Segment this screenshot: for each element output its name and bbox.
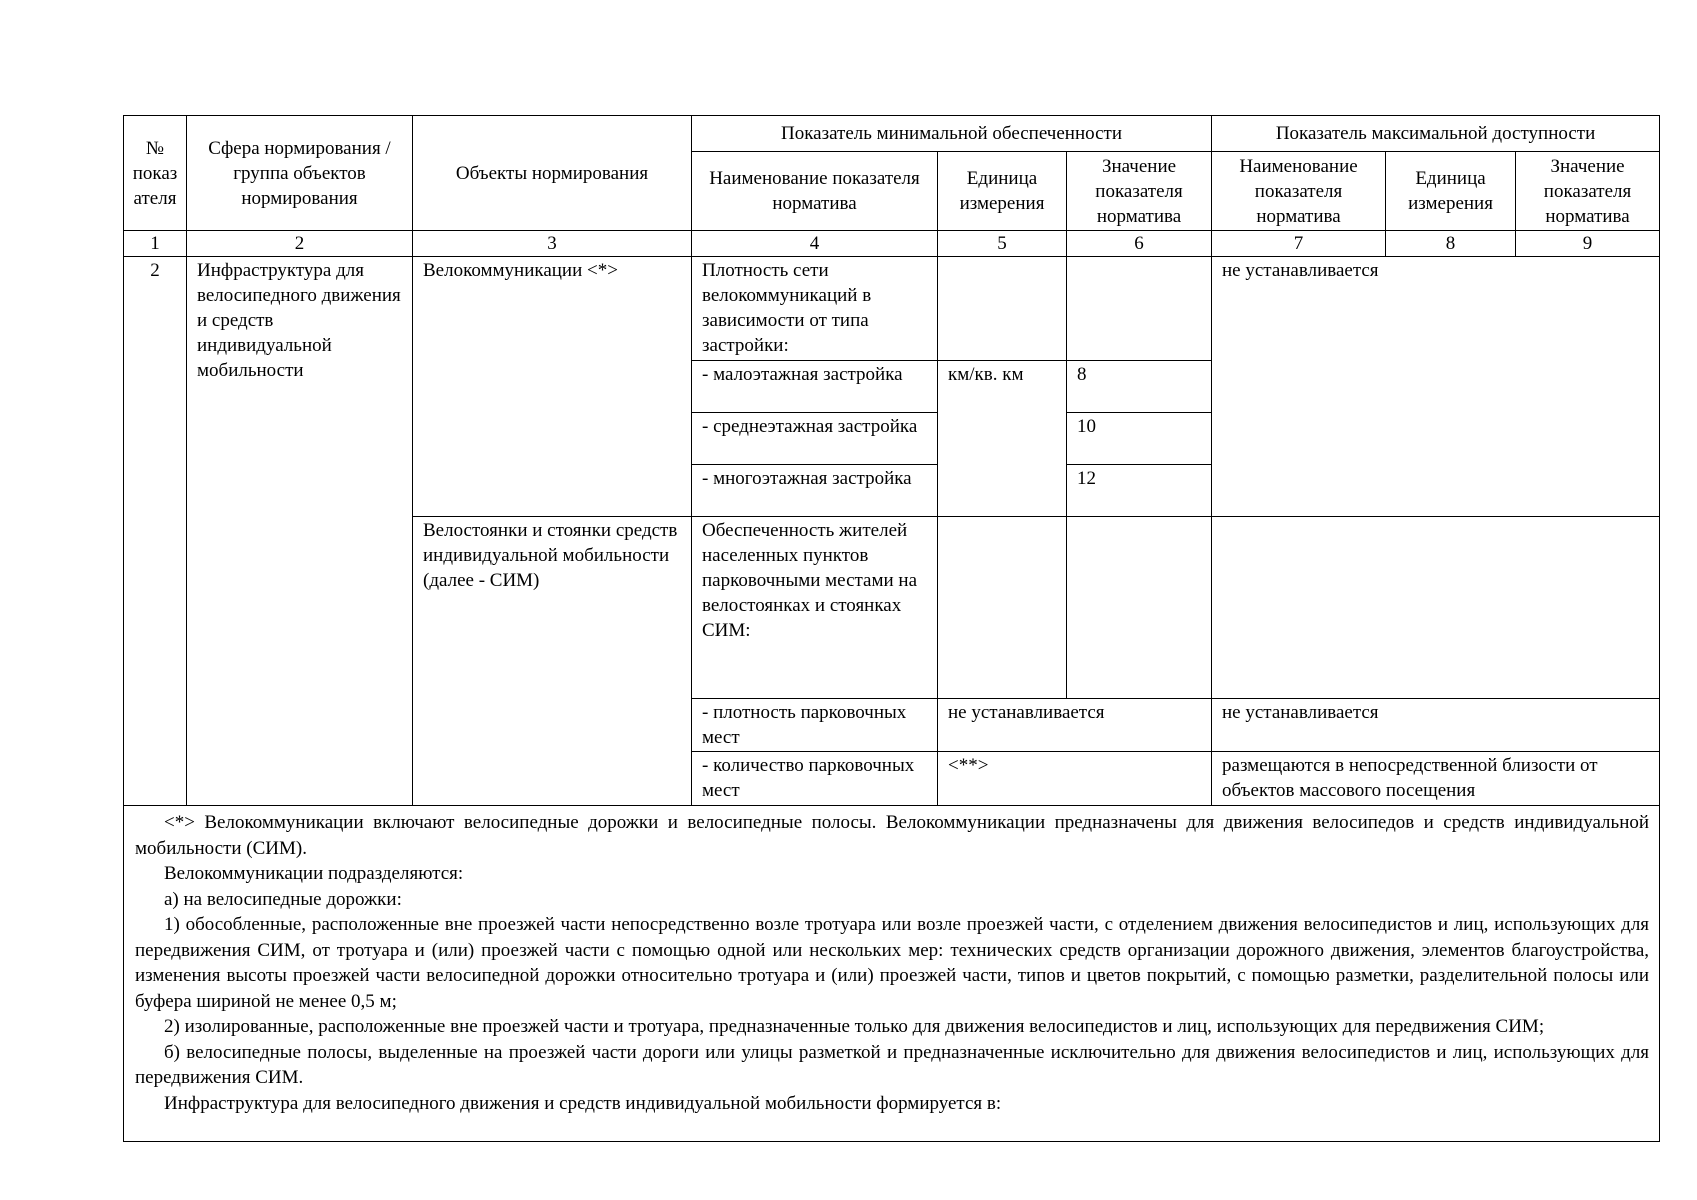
header-group-min: Показатель минимальной обеспеченности [692, 116, 1212, 152]
object-velocommunications: Велокоммуникации <*> [413, 257, 692, 517]
indicator-parking-provision: Обеспеченность жителей населенных пунктов парковочными местами на велостоянках и стоянках СИМ: [692, 517, 938, 699]
empty-cell [1067, 257, 1212, 361]
object-bike-parking: Велостоянки и стоянки средств индивидуальной мобильности (далее - СИМ) [413, 517, 692, 806]
empty-cell [1067, 517, 1212, 699]
col-number-cell: 8 [1386, 231, 1516, 257]
sphere-cell: Инфраструктура для велосипедного движения и средств индивидуальной мобильности [187, 257, 413, 806]
empty-cell [938, 517, 1067, 699]
sub-low-rise: - малоэтажная застройка [692, 361, 938, 413]
col-number-cell: 4 [692, 231, 938, 257]
footnote-paragraph: Велокоммуникации подразделяются: [164, 863, 464, 884]
col-number-cell: 9 [1516, 231, 1660, 257]
col-number-cell: 6 [1067, 231, 1212, 257]
col-number-cell: 5 [938, 231, 1067, 257]
footnote-cell [124, 806, 1660, 1142]
col-number-cell: 2 [187, 231, 413, 257]
header-col-objects: Объекты нормирования [413, 116, 692, 231]
header-group-max: Показатель максимальной доступности [1212, 116, 1660, 152]
value-mid-rise: 10 [1067, 413, 1212, 465]
header-col-number: № показ ателя [124, 116, 187, 231]
footnote-paragraph: Инфраструктура для велосипедного движения и средств индивидуальной мобильности формируется в: [164, 1092, 1002, 1114]
sub-parking-density: - плотность парковочных мест [692, 699, 938, 752]
parking-count-max: размещаются в непосредственной близости от объектов массового посещения [1212, 752, 1660, 806]
indicator-network-density: Плотность сети велокоммуникаций в зависимости от типа застройки: [692, 257, 938, 361]
max-not-set-1: не устанавливается [1212, 257, 1660, 517]
empty-cell [938, 257, 1067, 361]
unit-density: км/кв. км [938, 361, 1067, 517]
row-number: 2 [124, 257, 187, 806]
parking-density-min: не устанавливается [938, 699, 1212, 752]
empty-cell [1212, 517, 1660, 699]
col-number-cell: 7 [1212, 231, 1386, 257]
parking-count-min: <**> [938, 752, 1212, 806]
header-max-name: Наименование показателя норматива [1212, 152, 1386, 231]
norm-table [123, 115, 1660, 1142]
header-col-sphere: Сфера нормирования / группа объектов нормирования [187, 116, 413, 231]
header-min-name: Наименование показателя норматива [692, 152, 938, 231]
sub-high-rise: - многоэтажная застройка [692, 465, 938, 517]
footnote-paragraph: 1) обособленные, расположенные вне проезжей части непосредственно возле тротуара или возле проезжей части, с отделением движения велосипедистов и лиц, использующих для передвижения СИМ, от тротуара и (или) проезжей части с помощью одной или нескольких мер: технических средств организации дорожного движения, элементов благоустройства, изменения высоты проезжей части велосипедной дорожки относительно тротуара и (или) проезжей части, типов и цветов покрытий, с помощью разметки, разделительной полосы или буфера шириной не менее 0,5 м; [135, 914, 1650, 1012]
header-max-unit: Единица измерения [1386, 152, 1516, 231]
footnote-paragraph: а) на велосипедные дорожки: [164, 888, 402, 910]
sub-parking-count: - количество парковочных мест [692, 752, 938, 806]
value-high-rise: 12 [1067, 465, 1212, 517]
parking-density-max: не устанавливается [1212, 699, 1660, 752]
sub-mid-rise: - среднеэтажная застройка [692, 413, 938, 465]
header-min-unit: Единица измерения [938, 152, 1067, 231]
footnote-paragraph: <*> Велокоммуникации включают велосипедные дорожки и велосипедные полосы. Велокоммуникации предназначены для движения велосипедов и средств индивидуальной мобильности (СИМ). [135, 812, 1650, 859]
header-min-value: Значение показателя норматива [1067, 152, 1212, 231]
footnote-paragraph: б) велосипедные полосы, выделенные на проезжей части дороги или улицы разметкой и предназначенные исключительно для движения велосипедистов и лиц, использующих для передвижения СИМ. [135, 1041, 1650, 1088]
value-low-rise: 8 [1067, 361, 1212, 413]
col-number-cell: 1 [124, 231, 187, 257]
header-max-value: Значение показателя норматива [1516, 152, 1660, 231]
footnote-paragraph: 2) изолированные, расположенные вне проезжей части и тротуара, предназначенные только для движения велосипедистов и лиц, использующих для передвижения СИМ; [164, 1016, 1545, 1037]
col-number-cell: 3 [413, 231, 692, 257]
